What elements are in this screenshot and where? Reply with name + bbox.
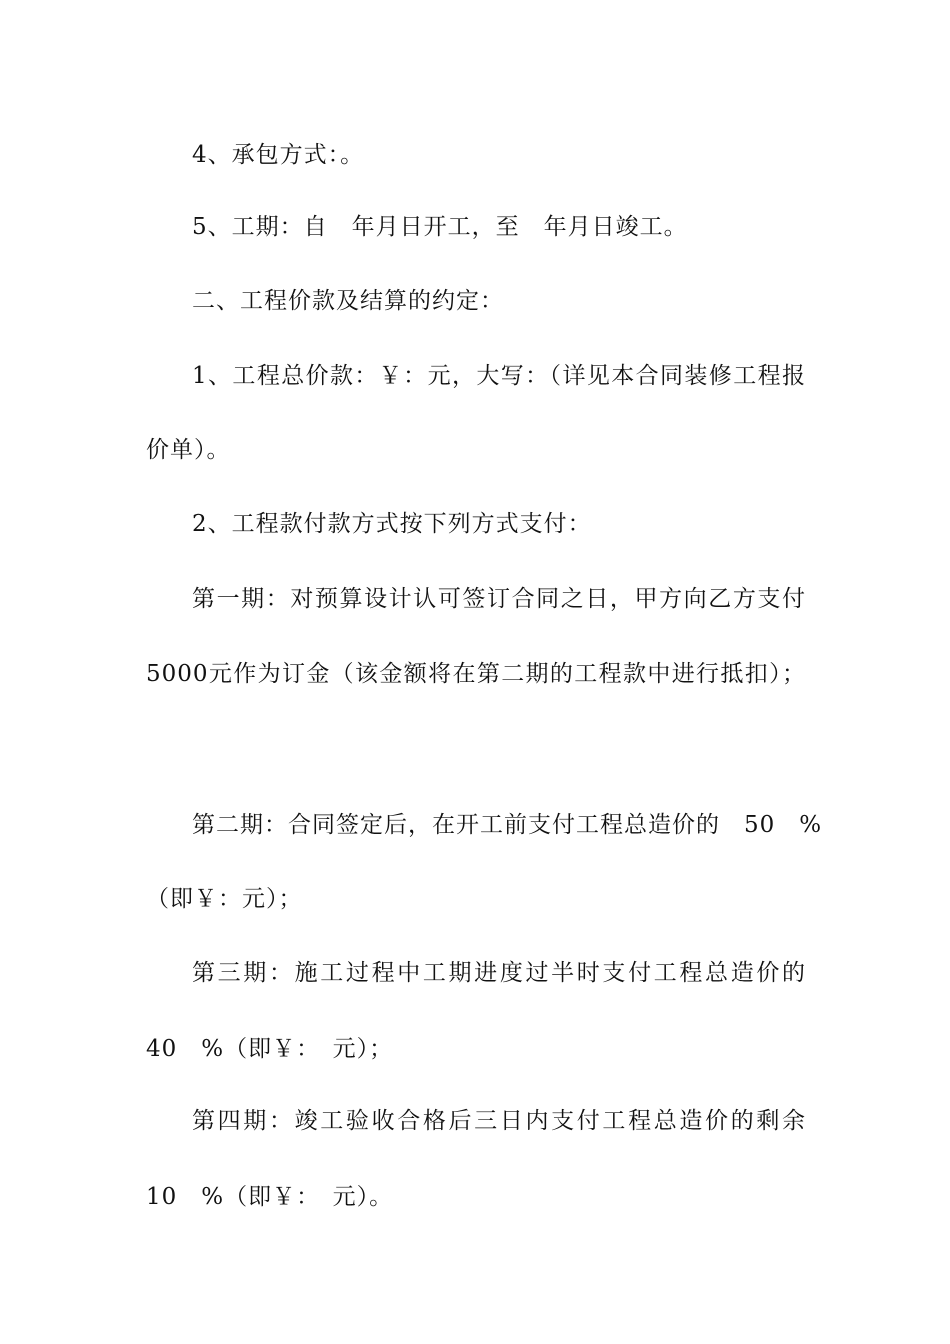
payment-phase-1-continued: 5000元作为订金（该金额将在第二期的工程款中进行抵扣）； — [146, 661, 806, 687]
clause-total-price: 1、工程总价款：￥：元，大写：（详见本合同装修工程报 — [192, 363, 806, 389]
payment-phase-4-continued: 10 %（即￥： 元）。 — [146, 1184, 394, 1210]
payment-phase-1: 第一期：对预算设计认可签订合同之日，甲方向乙方支付 — [192, 586, 806, 612]
payment-phase-2: 第二期：合同签定后，在开工前支付工程总造价的 50 % — [192, 812, 823, 838]
payment-phase-2-continued: （即￥：元）； — [146, 886, 303, 912]
clause-construction-period: 5、工期：自 年月日开工，至 年月日竣工。 — [192, 214, 688, 240]
payment-phase-3-continued: 40 %（即￥： 元）； — [146, 1036, 394, 1062]
section-heading-price-settlement: 二、工程价款及结算的约定： — [192, 288, 504, 314]
payment-phase-3: 第三期：施工过程中工期进度过半时支付工程总造价的 — [192, 960, 806, 986]
payment-phase-4: 第四期：竣工验收合格后三日内支付工程总造价的剩余 — [192, 1108, 806, 1134]
clause-contract-method: 4、承包方式：。 — [192, 142, 365, 168]
clause-payment-method: 2、工程款付款方式按下列方式支付： — [192, 511, 592, 537]
clause-total-price-continued: 价单）。 — [146, 437, 231, 463]
